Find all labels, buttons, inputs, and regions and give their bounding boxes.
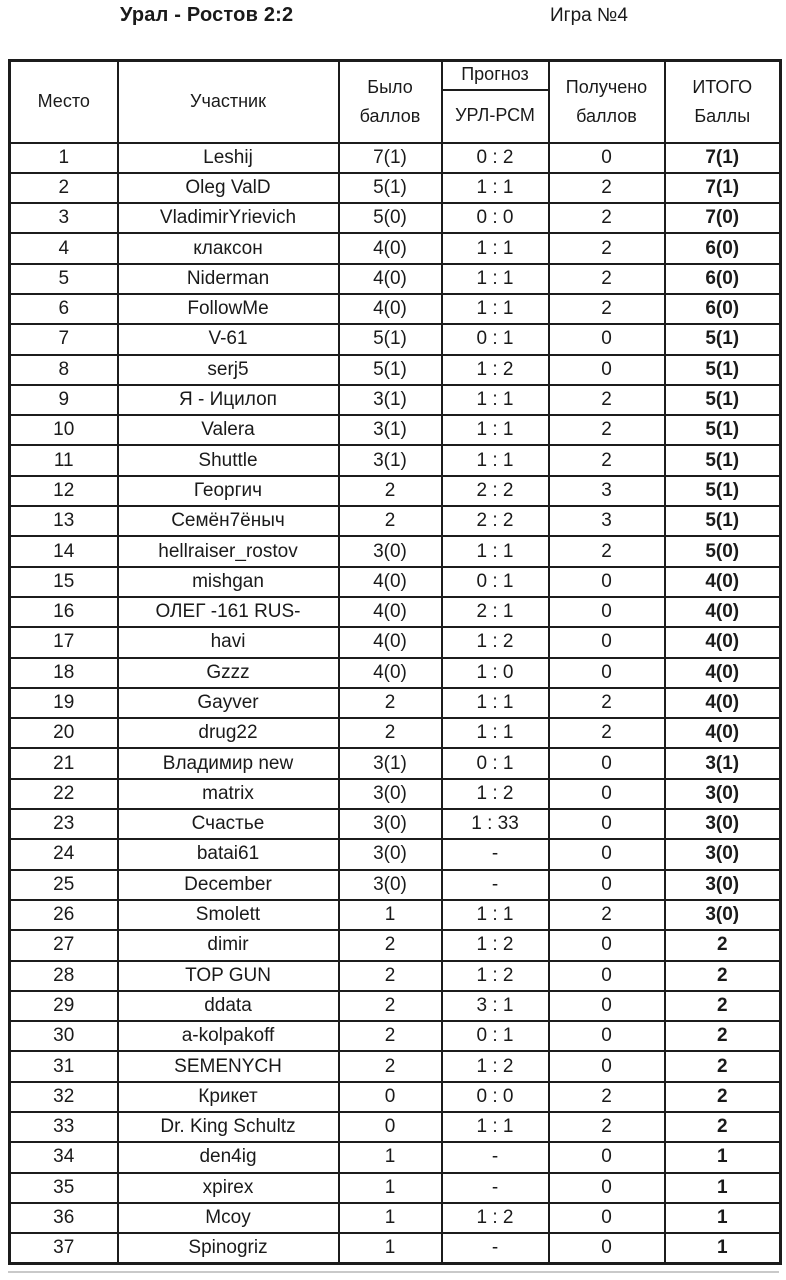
cell-forecast: 1 : 33 — [442, 809, 549, 839]
cell-received-points: 2 — [549, 415, 665, 445]
table-row — [10, 476, 781, 506]
col-header-place — [10, 61, 118, 143]
cell-place: 9 — [10, 385, 118, 415]
cell-had-points: 7(1) — [339, 143, 442, 173]
cell-participant: dimir — [118, 930, 339, 960]
cell-total: 5(1) — [665, 385, 781, 415]
cell-forecast: 1 : 1 — [442, 233, 549, 263]
cell-total: 2 — [665, 961, 781, 991]
cell-total: 3(0) — [665, 870, 781, 900]
col-header-participant-label: Участник — [190, 90, 266, 111]
table-row — [10, 627, 781, 657]
col-header-received-points — [549, 61, 665, 143]
cell-had-points: 3(0) — [339, 809, 442, 839]
cell-participant: Shuttle — [118, 445, 339, 475]
cell-total: 2 — [665, 930, 781, 960]
cell-place: 7 — [10, 324, 118, 354]
cell-forecast: 1 : 1 — [442, 445, 549, 475]
cell-place: 32 — [10, 1082, 118, 1112]
cell-participant: Valera — [118, 415, 339, 445]
cell-received-points: 2 — [549, 536, 665, 566]
table-row — [10, 355, 781, 385]
cell-had-points: 4(0) — [339, 567, 442, 597]
cell-place: 24 — [10, 839, 118, 869]
results-table — [8, 59, 782, 1265]
cell-total: 3(0) — [665, 779, 781, 809]
cell-forecast: 1 : 2 — [442, 1051, 549, 1081]
col-header-forecast-match-label: УРЛ-РСМ — [455, 105, 535, 126]
table-row — [10, 203, 781, 233]
cell-total: 3(0) — [665, 900, 781, 930]
col-header-place-label: Место — [37, 90, 90, 111]
cell-place: 21 — [10, 748, 118, 778]
col-header-total-line1: ИТОГО — [692, 76, 753, 97]
cell-forecast: 0 : 1 — [442, 748, 549, 778]
cell-total: 4(0) — [665, 718, 781, 748]
cell-place: 11 — [10, 445, 118, 475]
cell-total: 1 — [665, 1233, 781, 1264]
cell-participant: Leshij — [118, 143, 339, 173]
cell-participant: xpirex — [118, 1173, 339, 1203]
cell-received-points: 0 — [549, 567, 665, 597]
cell-total: 5(1) — [665, 476, 781, 506]
cell-had-points: 4(0) — [339, 264, 442, 294]
cell-forecast: 1 : 1 — [442, 718, 549, 748]
col-header-received-points-line2: баллов — [576, 105, 637, 126]
table-row — [10, 597, 781, 627]
col-header-total-line2: Баллы — [694, 105, 751, 126]
cell-total: 6(0) — [665, 264, 781, 294]
cell-received-points: 2 — [549, 718, 665, 748]
cell-forecast: - — [442, 839, 549, 869]
cell-participant: Георгич — [118, 476, 339, 506]
cell-participant: ddata — [118, 991, 339, 1021]
cell-had-points: 1 — [339, 1233, 442, 1264]
cell-total: 5(1) — [665, 324, 781, 354]
cell-received-points: 2 — [549, 264, 665, 294]
table-row — [10, 445, 781, 475]
table-row — [10, 1021, 781, 1051]
cell-received-points: 0 — [549, 779, 665, 809]
table-row — [10, 233, 781, 263]
cell-forecast: - — [442, 1173, 549, 1203]
cell-total: 2 — [665, 1021, 781, 1051]
cell-received-points: 0 — [549, 870, 665, 900]
cell-had-points: 2 — [339, 1021, 442, 1051]
cell-had-points: 0 — [339, 1112, 442, 1142]
bottom-cutoff-line — [8, 1271, 779, 1273]
cell-total: 5(1) — [665, 415, 781, 445]
cell-participant: Я - Ицилоп — [118, 385, 339, 415]
cell-received-points: 2 — [549, 173, 665, 203]
cell-received-points: 0 — [549, 809, 665, 839]
table-row — [10, 294, 781, 324]
cell-had-points: 4(0) — [339, 597, 442, 627]
cell-place: 6 — [10, 294, 118, 324]
cell-place: 12 — [10, 476, 118, 506]
cell-had-points: 3(1) — [339, 748, 442, 778]
cell-forecast: - — [442, 870, 549, 900]
table-row — [10, 385, 781, 415]
cell-forecast: 1 : 2 — [442, 779, 549, 809]
cell-had-points: 3(0) — [339, 870, 442, 900]
cell-participant: matrix — [118, 779, 339, 809]
cell-received-points: 0 — [549, 1203, 665, 1233]
cell-participant: Niderman — [118, 264, 339, 294]
col-header-forecast-match — [442, 90, 549, 143]
cell-forecast: 0 : 2 — [442, 143, 549, 173]
cell-received-points: 0 — [549, 143, 665, 173]
cell-received-points: 3 — [549, 476, 665, 506]
cell-received-points: 2 — [549, 294, 665, 324]
table-row — [10, 658, 781, 688]
cell-place: 25 — [10, 870, 118, 900]
cell-received-points: 0 — [549, 1173, 665, 1203]
cell-forecast: 0 : 0 — [442, 203, 549, 233]
cell-forecast: 1 : 2 — [442, 930, 549, 960]
page-header — [0, 0, 786, 59]
cell-total: 4(0) — [665, 627, 781, 657]
cell-forecast: 1 : 1 — [442, 294, 549, 324]
cell-participant: клаксон — [118, 233, 339, 263]
cell-place: 22 — [10, 779, 118, 809]
cell-place: 23 — [10, 809, 118, 839]
cell-had-points: 2 — [339, 688, 442, 718]
cell-received-points: 0 — [549, 1021, 665, 1051]
cell-place: 28 — [10, 961, 118, 991]
table-row — [10, 991, 781, 1021]
cell-forecast: 1 : 2 — [442, 961, 549, 991]
table-row — [10, 1142, 781, 1172]
cell-participant: den4ig — [118, 1142, 339, 1172]
cell-total: 1 — [665, 1142, 781, 1172]
cell-place: 37 — [10, 1233, 118, 1264]
cell-total: 7(1) — [665, 143, 781, 173]
cell-total: 3(0) — [665, 809, 781, 839]
cell-received-points: 2 — [549, 900, 665, 930]
cell-had-points: 4(0) — [339, 627, 442, 657]
table-row — [10, 718, 781, 748]
cell-received-points: 2 — [549, 203, 665, 233]
cell-had-points: 2 — [339, 1051, 442, 1081]
cell-participant: mishgan — [118, 567, 339, 597]
cell-place: 13 — [10, 506, 118, 536]
cell-had-points: 2 — [339, 991, 442, 1021]
cell-forecast: 1 : 1 — [442, 415, 549, 445]
table-row — [10, 264, 781, 294]
cell-forecast: 1 : 1 — [442, 173, 549, 203]
cell-total: 2 — [665, 1112, 781, 1142]
cell-received-points: 0 — [549, 1051, 665, 1081]
cell-had-points: 5(0) — [339, 203, 442, 233]
cell-forecast: 0 : 1 — [442, 324, 549, 354]
cell-received-points: 0 — [549, 355, 665, 385]
cell-had-points: 3(0) — [339, 536, 442, 566]
cell-had-points: 4(0) — [339, 233, 442, 263]
cell-had-points: 3(0) — [339, 839, 442, 869]
cell-had-points: 5(1) — [339, 355, 442, 385]
cell-received-points: 2 — [549, 385, 665, 415]
cell-participant: December — [118, 870, 339, 900]
cell-place: 17 — [10, 627, 118, 657]
cell-received-points: 0 — [549, 1233, 665, 1264]
cell-place: 26 — [10, 900, 118, 930]
cell-received-points: 2 — [549, 1112, 665, 1142]
cell-total: 4(0) — [665, 597, 781, 627]
cell-received-points: 2 — [549, 688, 665, 718]
cell-participant: TOP GUN — [118, 961, 339, 991]
col-header-had-points — [339, 61, 442, 143]
cell-forecast: 1 : 0 — [442, 658, 549, 688]
cell-forecast: 1 : 1 — [442, 900, 549, 930]
cell-participant: Dr. King Schultz — [118, 1112, 339, 1142]
cell-place: 36 — [10, 1203, 118, 1233]
cell-place: 16 — [10, 597, 118, 627]
results-table-header — [10, 61, 781, 143]
table-row — [10, 506, 781, 536]
cell-received-points: 2 — [549, 1082, 665, 1112]
table-row — [10, 1173, 781, 1203]
cell-total: 7(1) — [665, 173, 781, 203]
cell-total: 7(0) — [665, 203, 781, 233]
cell-total: 6(0) — [665, 294, 781, 324]
cell-forecast: 0 : 0 — [442, 1082, 549, 1112]
cell-had-points: 1 — [339, 900, 442, 930]
cell-received-points: 0 — [549, 597, 665, 627]
cell-received-points: 2 — [549, 445, 665, 475]
cell-received-points: 3 — [549, 506, 665, 536]
cell-received-points: 0 — [549, 658, 665, 688]
cell-participant: V-61 — [118, 324, 339, 354]
cell-forecast: 2 : 1 — [442, 597, 549, 627]
col-header-participant — [118, 61, 339, 143]
cell-place: 14 — [10, 536, 118, 566]
cell-total: 5(1) — [665, 445, 781, 475]
cell-total: 5(1) — [665, 506, 781, 536]
table-row — [10, 1112, 781, 1142]
cell-total: 4(0) — [665, 567, 781, 597]
cell-received-points: 0 — [549, 991, 665, 1021]
cell-place: 30 — [10, 1021, 118, 1051]
cell-total: 5(1) — [665, 355, 781, 385]
cell-place: 15 — [10, 567, 118, 597]
cell-place: 1 — [10, 143, 118, 173]
cell-received-points: 0 — [549, 930, 665, 960]
cell-participant: Oleg ValD — [118, 173, 339, 203]
table-row — [10, 324, 781, 354]
cell-participant: Gzzz — [118, 658, 339, 688]
table-row — [10, 809, 781, 839]
cell-received-points: 0 — [549, 324, 665, 354]
cell-forecast: 0 : 1 — [442, 567, 549, 597]
cell-received-points: 0 — [549, 1142, 665, 1172]
table-row — [10, 1203, 781, 1233]
table-row — [10, 688, 781, 718]
cell-participant: Семён7ёныч — [118, 506, 339, 536]
cell-had-points: 1 — [339, 1142, 442, 1172]
cell-forecast: 1 : 2 — [442, 1203, 549, 1233]
cell-received-points: 0 — [549, 839, 665, 869]
table-row — [10, 567, 781, 597]
cell-participant: drug22 — [118, 718, 339, 748]
cell-forecast: 1 : 1 — [442, 264, 549, 294]
cell-place: 8 — [10, 355, 118, 385]
cell-had-points: 5(1) — [339, 173, 442, 203]
cell-forecast: - — [442, 1142, 549, 1172]
cell-received-points: 2 — [549, 233, 665, 263]
cell-participant: SEMENYCH — [118, 1051, 339, 1081]
cell-forecast: 1 : 2 — [442, 355, 549, 385]
table-row — [10, 900, 781, 930]
table-row — [10, 1233, 781, 1264]
cell-participant: serj5 — [118, 355, 339, 385]
table-row — [10, 1082, 781, 1112]
cell-participant: Mcoy — [118, 1203, 339, 1233]
table-row — [10, 748, 781, 778]
cell-place: 35 — [10, 1173, 118, 1203]
cell-total: 4(0) — [665, 658, 781, 688]
cell-forecast: 3 : 1 — [442, 991, 549, 1021]
cell-forecast: 2 : 2 — [442, 506, 549, 536]
table-row — [10, 1051, 781, 1081]
cell-had-points: 3(1) — [339, 415, 442, 445]
cell-place: 10 — [10, 415, 118, 445]
cell-had-points: 4(0) — [339, 658, 442, 688]
cell-place: 4 — [10, 233, 118, 263]
cell-participant: Gayver — [118, 688, 339, 718]
cell-place: 27 — [10, 930, 118, 960]
cell-total: 6(0) — [665, 233, 781, 263]
table-row — [10, 173, 781, 203]
col-header-had-points-line1: Было — [367, 76, 413, 97]
cell-received-points: 0 — [549, 627, 665, 657]
table-row — [10, 930, 781, 960]
table-row — [10, 536, 781, 566]
table-row — [10, 415, 781, 445]
cell-received-points: 0 — [549, 961, 665, 991]
cell-participant: FollowMe — [118, 294, 339, 324]
cell-had-points: 4(0) — [339, 294, 442, 324]
cell-total: 1 — [665, 1173, 781, 1203]
cell-had-points: 3(0) — [339, 779, 442, 809]
table-row — [10, 839, 781, 869]
cell-total: 2 — [665, 1051, 781, 1081]
cell-participant: Счастье — [118, 809, 339, 839]
col-header-total — [665, 61, 781, 143]
cell-place: 29 — [10, 991, 118, 1021]
cell-participant: VladimirYrievich — [118, 203, 339, 233]
table-row — [10, 961, 781, 991]
cell-participant: a-kolpakoff — [118, 1021, 339, 1051]
cell-place: 18 — [10, 658, 118, 688]
col-header-forecast-label: Прогноз — [461, 64, 529, 85]
cell-participant: havi — [118, 627, 339, 657]
cell-total: 1 — [665, 1203, 781, 1233]
cell-had-points: 2 — [339, 930, 442, 960]
cell-participant: batai61 — [118, 839, 339, 869]
cell-had-points: 2 — [339, 718, 442, 748]
col-header-forecast — [442, 61, 549, 90]
match-title: Урал - Ростов 2:2 — [120, 4, 294, 26]
cell-total: 2 — [665, 1082, 781, 1112]
cell-forecast: 1 : 1 — [442, 536, 549, 566]
cell-place: 2 — [10, 173, 118, 203]
cell-forecast: - — [442, 1233, 549, 1264]
cell-place: 5 — [10, 264, 118, 294]
cell-had-points: 2 — [339, 476, 442, 506]
cell-forecast: 1 : 1 — [442, 688, 549, 718]
col-header-had-points-line2: баллов — [359, 105, 421, 126]
cell-total: 5(0) — [665, 536, 781, 566]
cell-had-points: 5(1) — [339, 324, 442, 354]
cell-participant: hellraiser_rostov — [118, 536, 339, 566]
cell-forecast: 1 : 1 — [442, 385, 549, 415]
cell-total: 3(1) — [665, 748, 781, 778]
cell-participant: Крикет — [118, 1082, 339, 1112]
cell-place: 20 — [10, 718, 118, 748]
cell-had-points: 2 — [339, 961, 442, 991]
table-row — [10, 143, 781, 173]
cell-forecast: 1 : 1 — [442, 1112, 549, 1142]
cell-participant: ОЛЕГ -161 RUS- — [118, 597, 339, 627]
cell-had-points: 3(1) — [339, 445, 442, 475]
cell-participant: Владимир new — [118, 748, 339, 778]
cell-had-points: 1 — [339, 1203, 442, 1233]
cell-place: 34 — [10, 1142, 118, 1172]
cell-participant: Spinogriz — [118, 1233, 339, 1264]
cell-forecast: 1 : 2 — [442, 627, 549, 657]
cell-place: 19 — [10, 688, 118, 718]
results-table-body — [10, 143, 781, 1264]
table-row — [10, 779, 781, 809]
table-row — [10, 870, 781, 900]
cell-total: 2 — [665, 991, 781, 1021]
cell-total: 3(0) — [665, 839, 781, 869]
cell-had-points: 3(1) — [339, 385, 442, 415]
cell-total: 4(0) — [665, 688, 781, 718]
cell-place: 3 — [10, 203, 118, 233]
cell-forecast: 2 : 2 — [442, 476, 549, 506]
col-header-received-points-line1: Получено — [565, 76, 648, 97]
cell-had-points: 0 — [339, 1082, 442, 1112]
game-number-label: Игра №4 — [550, 5, 628, 26]
cell-had-points: 1 — [339, 1173, 442, 1203]
cell-had-points: 2 — [339, 506, 442, 536]
cell-received-points: 0 — [549, 748, 665, 778]
cell-place: 33 — [10, 1112, 118, 1142]
cell-forecast: 0 : 1 — [442, 1021, 549, 1051]
cell-place: 31 — [10, 1051, 118, 1081]
cell-participant: Smolett — [118, 900, 339, 930]
